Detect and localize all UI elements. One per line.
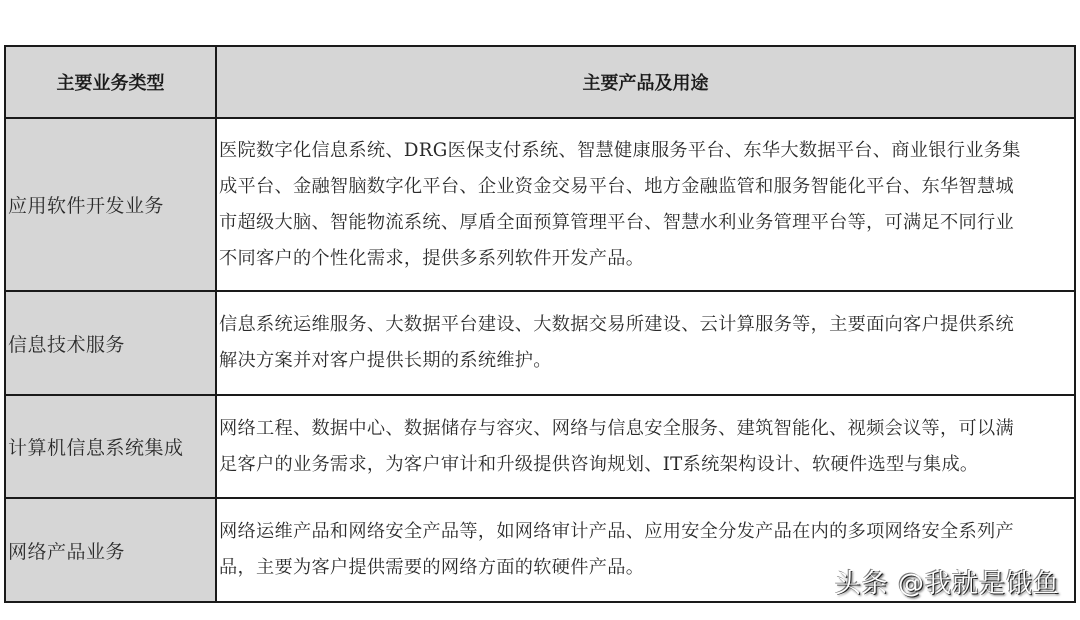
business-type-cell: 应用软件开发业务 [5,118,216,291]
products-usage-cell [216,291,1075,395]
description-line: 成平台、金融智脑数字化平台、企业资金交易平台、地方金融监管和服务智能化平台、东华智慧城 [219,175,1014,197]
products-usage-cell [216,118,1075,291]
business-type-cell: 计算机信息系统集成 [5,395,216,498]
products-usage-cell [216,395,1075,498]
description-line: 医院数字化信息系统、DRG医保支付系统、智慧健康服务平台、东华大数据平台、商业银行业务集 [219,139,1021,161]
description-line: 网络工程、数据中心、数据储存与容灾、网络与信息安全服务、建筑智能化、视频会议等，可以满 [219,417,1014,439]
description-line: 足客户的业务需求，为客户审计和升级提供咨询规划、IT系统架构设计、软硬件选型与集成。 [219,453,979,475]
description-line: 解决方案并对客户提供长期的系统维护。 [219,350,552,371]
table-header-row [5,46,1075,118]
description-line: 品，主要为客户提供需要的网络方面的软硬件产品。 [219,557,645,578]
description-line: 网络运维产品和网络安全产品等，如网络审计产品、应用安全分发产品在内的多项网络安全系列产 [219,521,1014,542]
table-row [5,291,1075,395]
watermark: 头条 @我就是饿鱼 [834,569,1060,599]
header-products-usage: 主要产品及用途 [216,46,1075,118]
table-row [5,395,1075,498]
business-type-cell: 网络产品业务 [5,498,216,602]
description-line: 市超级大脑、智能物流系统、厚盾全面预算管理平台、智慧水利业务管理平台等，可满足不同行业 [219,211,1014,233]
header-business-type: 主要业务类型 [5,46,216,118]
business-type-cell: 信息技术服务 [5,291,216,395]
description-line: 信息系统运维服务、大数据平台建设、大数据交易所建设、云计算服务等，主要面向客户提供系统 [219,314,1014,335]
description-line: 不同客户的个性化需求，提供多系列软件开发产品。 [219,247,645,269]
table-row [5,118,1075,291]
business-products-table [4,45,1076,603]
